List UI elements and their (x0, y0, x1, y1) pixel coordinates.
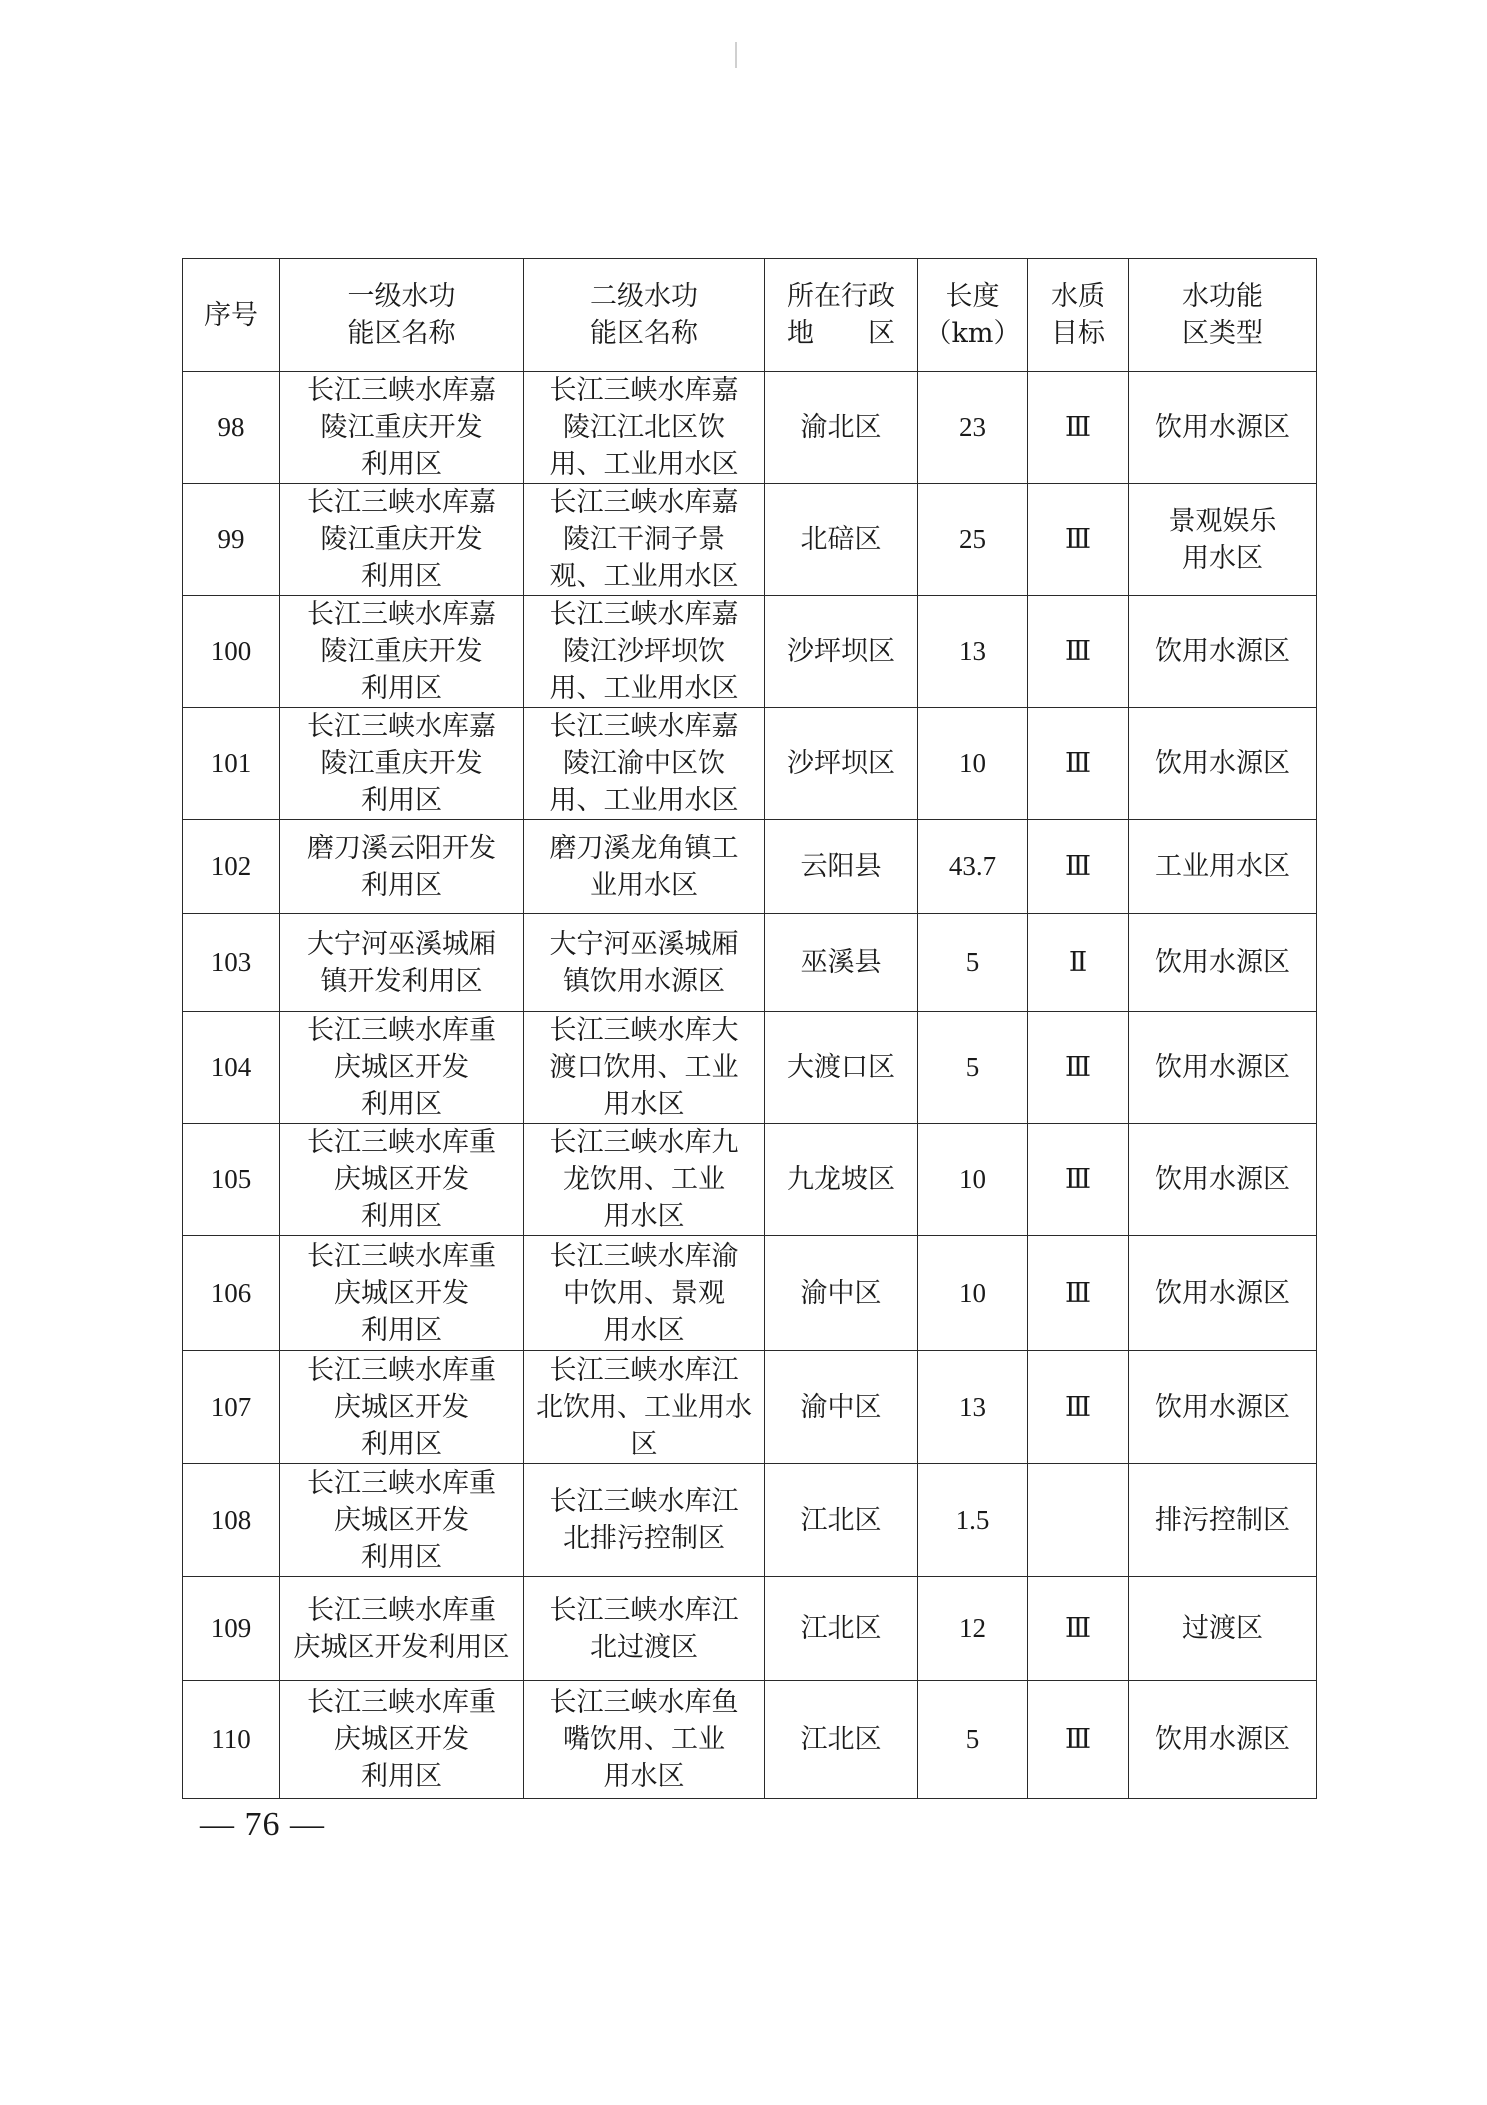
table-row (183, 708, 1317, 820)
cell-index: 100 (183, 596, 280, 708)
cell-zone-type: 饮用水源区 (1129, 914, 1317, 1012)
cell-zone-type: 饮用水源区 (1129, 1681, 1317, 1799)
header-zone-type: 水功能 区类型 (1129, 259, 1317, 372)
cell-length: 10 (918, 1124, 1028, 1236)
table-row (183, 484, 1317, 596)
cell-length: 10 (918, 1236, 1028, 1351)
header-length: 长度 （km） (918, 259, 1028, 372)
table-row (183, 1124, 1317, 1236)
cell-admin-region: 沙坪坝区 (765, 596, 918, 708)
cell-length: 5 (918, 1681, 1028, 1799)
scan-mark (735, 42, 737, 68)
cell-zone-type: 饮用水源区 (1129, 1124, 1317, 1236)
cell-index: 105 (183, 1124, 280, 1236)
cell-primary-zone: 长江三峡水库重 庆城区开发 利用区 (280, 1351, 524, 1464)
cell-zone-type: 景观娱乐 用水区 (1129, 484, 1317, 596)
cell-secondary-zone: 长江三峡水库江 北过渡区 (524, 1577, 765, 1681)
cell-secondary-zone: 长江三峡水库渝 中饮用、景观 用水区 (524, 1236, 765, 1351)
cell-water-quality: Ⅲ (1028, 484, 1129, 596)
cell-admin-region: 江北区 (765, 1577, 918, 1681)
cell-admin-region: 大渡口区 (765, 1012, 918, 1124)
cell-index: 102 (183, 820, 280, 914)
cell-index: 101 (183, 708, 280, 820)
cell-index: 103 (183, 914, 280, 1012)
cell-admin-region: 渝北区 (765, 372, 918, 484)
cell-admin-region: 江北区 (765, 1681, 918, 1799)
cell-secondary-zone: 长江三峡水库大 渡口饮用、工业 用水区 (524, 1012, 765, 1124)
cell-secondary-zone: 大宁河巫溪城厢 镇饮用水源区 (524, 914, 765, 1012)
cell-admin-region: 北碚区 (765, 484, 918, 596)
cell-zone-type: 饮用水源区 (1129, 1012, 1317, 1124)
table-body (183, 372, 1317, 1799)
cell-primary-zone: 磨刀溪云阳开发 利用区 (280, 820, 524, 914)
cell-admin-region: 云阳县 (765, 820, 918, 914)
cell-primary-zone: 长江三峡水库重 庆城区开发 利用区 (280, 1464, 524, 1577)
cell-secondary-zone: 长江三峡水库江 北饮用、工业用水区 (524, 1351, 765, 1464)
cell-admin-region: 九龙坡区 (765, 1124, 918, 1236)
cell-water-quality: Ⅲ (1028, 1577, 1129, 1681)
cell-zone-type: 饮用水源区 (1129, 1351, 1317, 1464)
table-row (183, 1236, 1317, 1351)
cell-secondary-zone: 长江三峡水库鱼 嘴饮用、工业 用水区 (524, 1681, 765, 1799)
cell-water-quality: Ⅲ (1028, 1124, 1129, 1236)
cell-admin-region: 渝中区 (765, 1236, 918, 1351)
cell-water-quality: Ⅲ (1028, 820, 1129, 914)
table-row (183, 820, 1317, 914)
table-row (183, 914, 1317, 1012)
cell-admin-region: 巫溪县 (765, 914, 918, 1012)
cell-zone-type: 饮用水源区 (1129, 708, 1317, 820)
cell-length: 1.5 (918, 1464, 1028, 1577)
cell-index: 98 (183, 372, 280, 484)
table-header-row (183, 259, 1317, 372)
cell-water-quality: Ⅲ (1028, 1236, 1129, 1351)
cell-secondary-zone: 长江三峡水库嘉 陵江干洞子景 观、工业用水区 (524, 484, 765, 596)
cell-primary-zone: 长江三峡水库嘉 陵江重庆开发 利用区 (280, 372, 524, 484)
cell-secondary-zone: 长江三峡水库江 北排污控制区 (524, 1464, 765, 1577)
cell-primary-zone: 长江三峡水库嘉 陵江重庆开发 利用区 (280, 708, 524, 820)
cell-index: 109 (183, 1577, 280, 1681)
cell-water-quality: Ⅲ (1028, 708, 1129, 820)
cell-primary-zone: 长江三峡水库重 庆城区开发 利用区 (280, 1681, 524, 1799)
cell-water-quality: Ⅱ (1028, 914, 1129, 1012)
cell-length: 5 (918, 1012, 1028, 1124)
cell-primary-zone: 长江三峡水库嘉 陵江重庆开发 利用区 (280, 484, 524, 596)
cell-admin-region: 渝中区 (765, 1351, 918, 1464)
cell-admin-region: 江北区 (765, 1464, 918, 1577)
cell-index: 104 (183, 1012, 280, 1124)
cell-primary-zone: 长江三峡水库重 庆城区开发利用区 (280, 1577, 524, 1681)
cell-length: 25 (918, 484, 1028, 596)
header-primary-zone: 一级水功 能区名称 (280, 259, 524, 372)
header-index: 序号 (183, 259, 280, 372)
table-row (183, 1681, 1317, 1799)
cell-secondary-zone: 磨刀溪龙角镇工 业用水区 (524, 820, 765, 914)
cell-primary-zone: 大宁河巫溪城厢 镇开发利用区 (280, 914, 524, 1012)
cell-admin-region: 沙坪坝区 (765, 708, 918, 820)
cell-length: 43.7 (918, 820, 1028, 914)
header-admin-region: 所在行政 地 区 (765, 259, 918, 372)
cell-length: 13 (918, 596, 1028, 708)
cell-index: 99 (183, 484, 280, 596)
cell-index: 108 (183, 1464, 280, 1577)
table-row (183, 1012, 1317, 1124)
cell-length: 10 (918, 708, 1028, 820)
header-secondary-zone: 二级水功 能区名称 (524, 259, 765, 372)
header-water-quality: 水质 目标 (1028, 259, 1129, 372)
cell-secondary-zone: 长江三峡水库九 龙饮用、工业 用水区 (524, 1124, 765, 1236)
cell-zone-type: 饮用水源区 (1129, 596, 1317, 708)
table-row (183, 372, 1317, 484)
cell-secondary-zone: 长江三峡水库嘉 陵江渝中区饮 用、工业用水区 (524, 708, 765, 820)
cell-primary-zone: 长江三峡水库重 庆城区开发 利用区 (280, 1236, 524, 1351)
cell-index: 110 (183, 1681, 280, 1799)
cell-zone-type: 工业用水区 (1129, 820, 1317, 914)
cell-length: 5 (918, 914, 1028, 1012)
cell-water-quality: Ⅲ (1028, 1351, 1129, 1464)
cell-primary-zone: 长江三峡水库嘉 陵江重庆开发 利用区 (280, 596, 524, 708)
cell-water-quality: Ⅲ (1028, 596, 1129, 708)
table-row (183, 1351, 1317, 1464)
cell-primary-zone: 长江三峡水库重 庆城区开发 利用区 (280, 1012, 524, 1124)
table-row (183, 596, 1317, 708)
cell-water-quality: Ⅲ (1028, 1012, 1129, 1124)
page-number: — 76 — (200, 1806, 325, 1843)
cell-secondary-zone: 长江三峡水库嘉 陵江江北区饮 用、工业用水区 (524, 372, 765, 484)
table-row (183, 1577, 1317, 1681)
cell-secondary-zone: 长江三峡水库嘉 陵江沙坪坝饮 用、工业用水区 (524, 596, 765, 708)
cell-index: 106 (183, 1236, 280, 1351)
table-row (183, 1464, 1317, 1577)
cell-length: 23 (918, 372, 1028, 484)
cell-length: 13 (918, 1351, 1028, 1464)
water-function-zone-table (182, 258, 1317, 1799)
cell-water-quality (1028, 1464, 1129, 1577)
cell-zone-type: 排污控制区 (1129, 1464, 1317, 1577)
cell-water-quality: Ⅲ (1028, 372, 1129, 484)
cell-zone-type: 过渡区 (1129, 1577, 1317, 1681)
cell-index: 107 (183, 1351, 280, 1464)
cell-length: 12 (918, 1577, 1028, 1681)
cell-primary-zone: 长江三峡水库重 庆城区开发 利用区 (280, 1124, 524, 1236)
cell-water-quality: Ⅲ (1028, 1681, 1129, 1799)
cell-zone-type: 饮用水源区 (1129, 1236, 1317, 1351)
cell-zone-type: 饮用水源区 (1129, 372, 1317, 484)
